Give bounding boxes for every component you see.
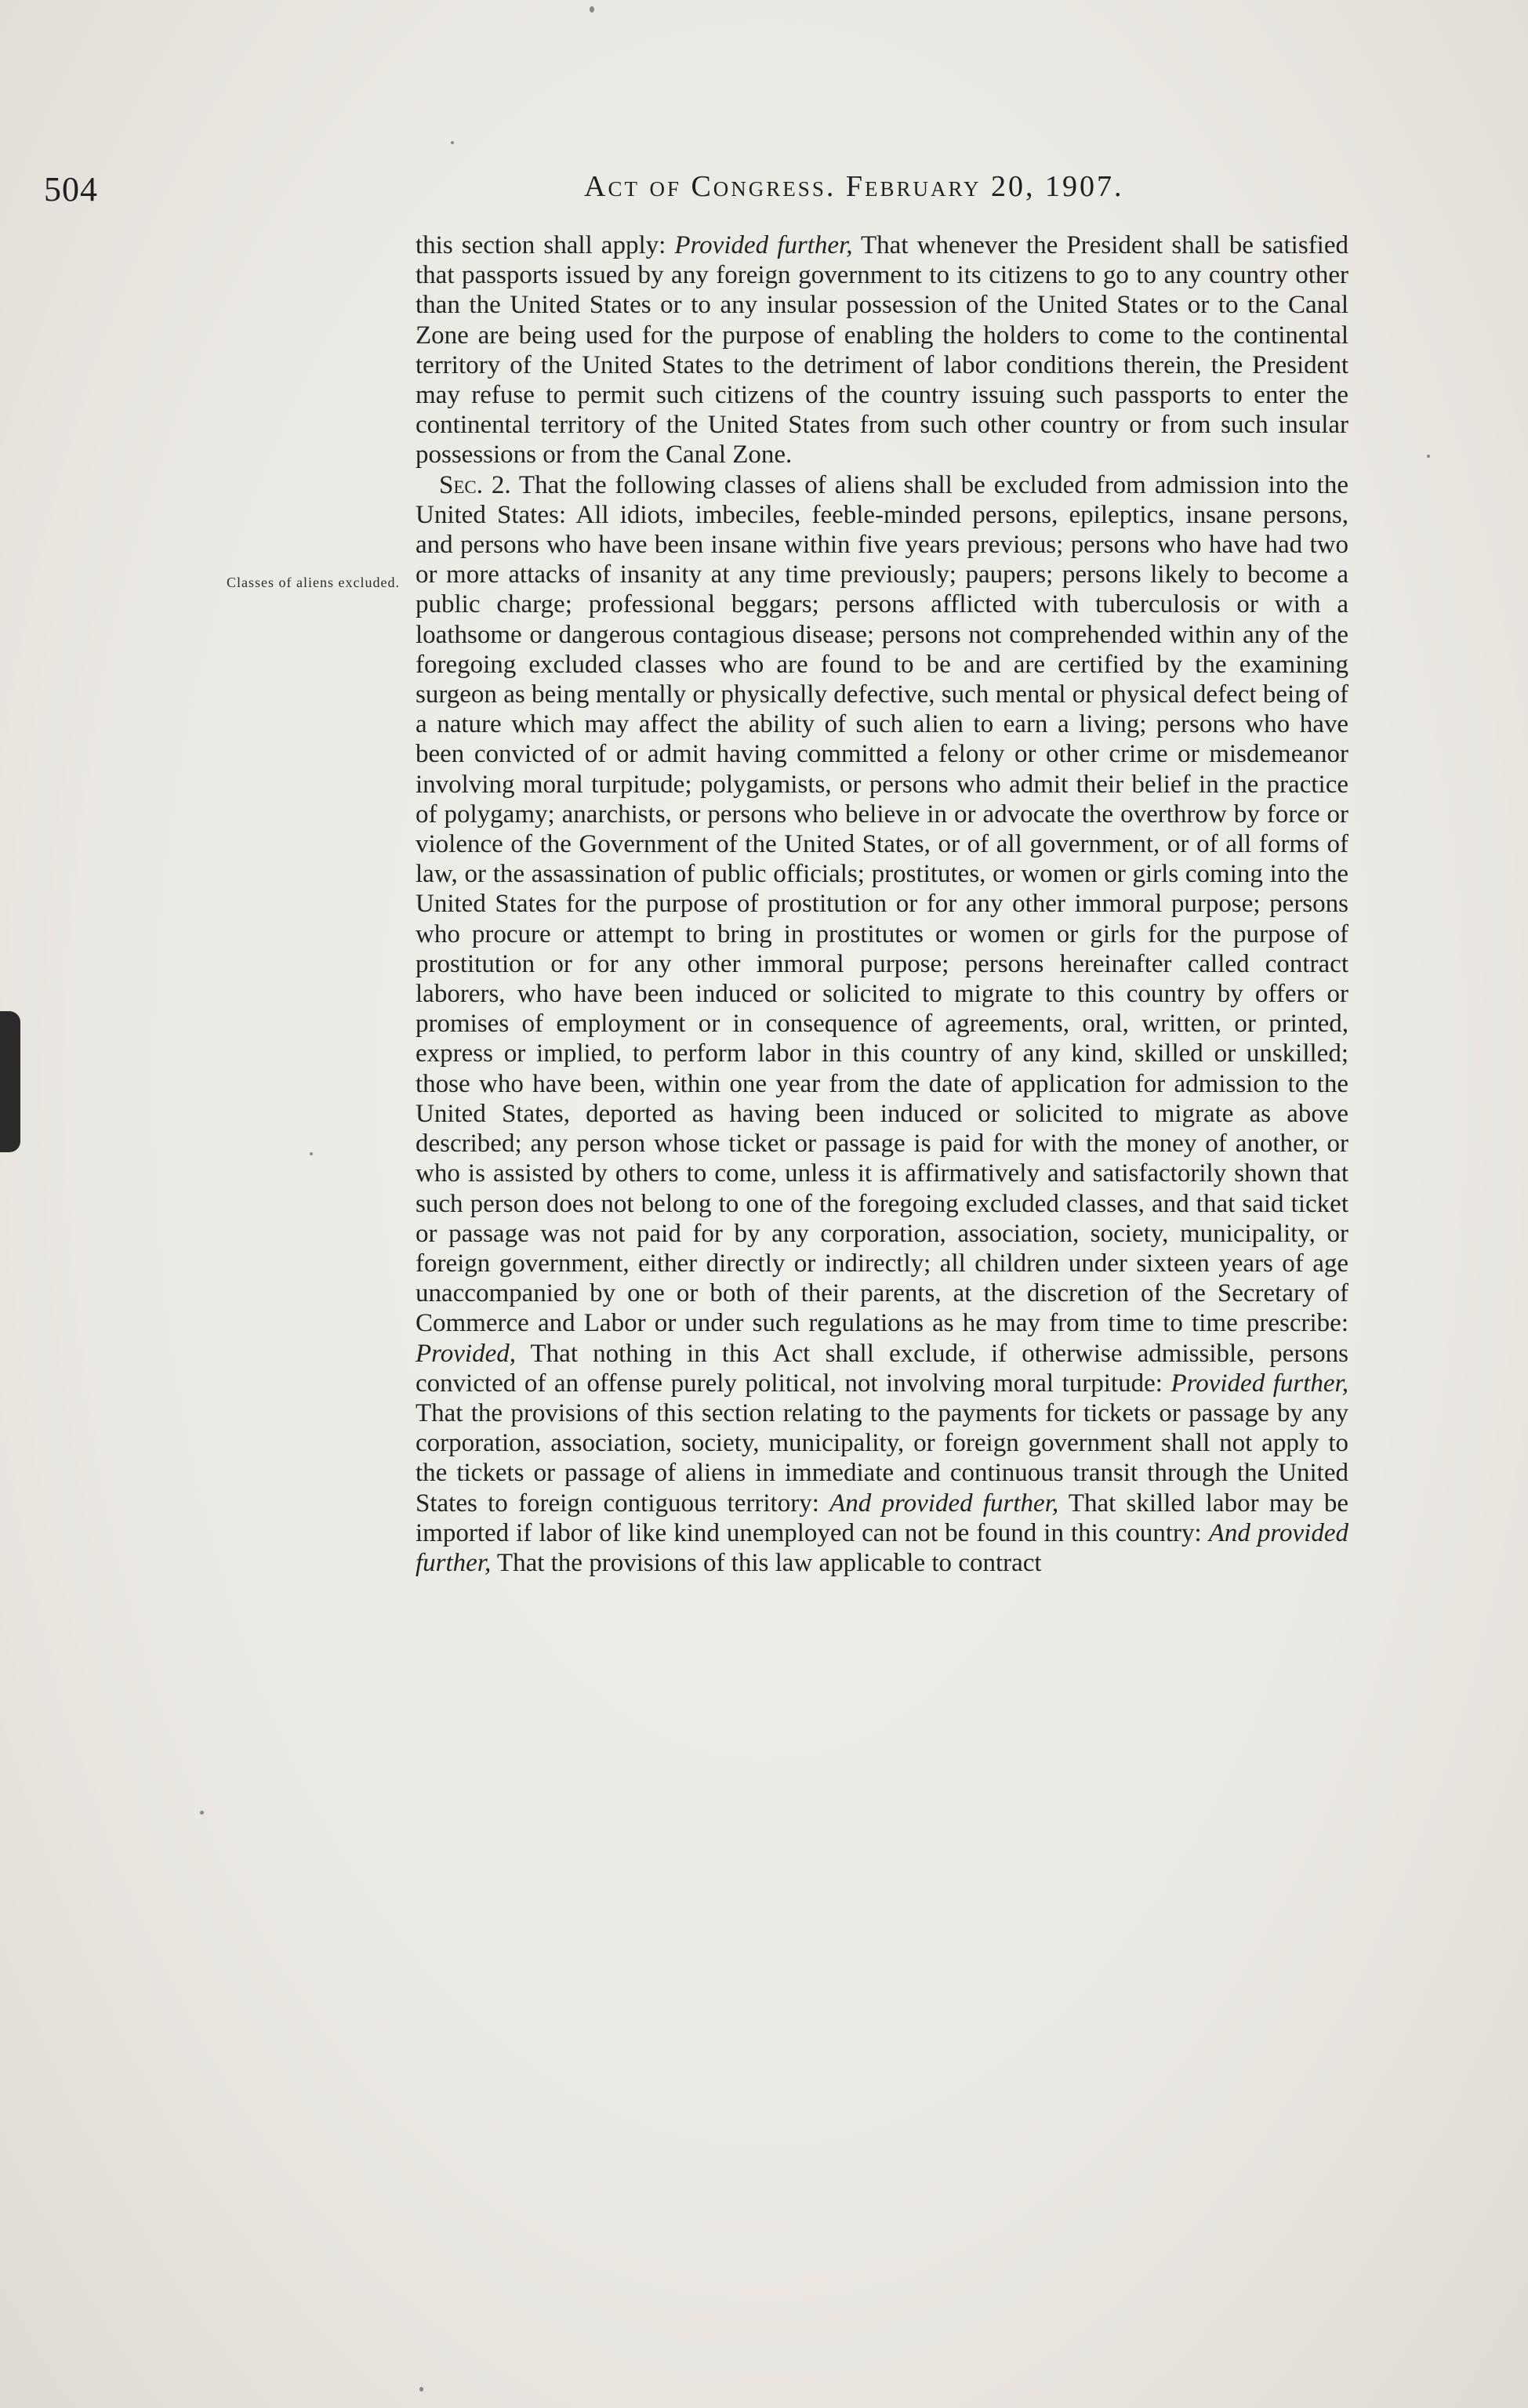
running-head: Act of Congress. February 20, 1907. (584, 170, 1124, 203)
proviso-italic: Provided further, (1170, 1369, 1348, 1398)
page-number: 504 (44, 170, 98, 209)
scan-binding-shadow (0, 1011, 20, 1152)
section-label: Sec. 2. (439, 470, 511, 499)
proviso-italic: Provided, (416, 1339, 516, 1368)
scan-speck (200, 1811, 204, 1815)
text-run: this section shall apply: (416, 231, 675, 259)
scan-speck (419, 2387, 423, 2392)
scan-speck (310, 1152, 313, 1155)
scan-speck (451, 141, 454, 144)
proviso-italic: Provided further, (674, 231, 853, 259)
scan-speck (590, 6, 594, 13)
text-run: That the following classes of aliens shall be excluded from admission into the United States: All idiots, imbeciles, feeble-minded persons, epileptics, insane persons, and persons who have been insane within five years previous; persons who have had two or more attacks of insanity at any time previously; paupers; persons likely to become a public charge; professional beggars; persons afflicted with tuberculosis or with a loathsome or dangerous contagious disease; persons not comprehended within any of the foregoing excluded classes who are found to be and are certified by the examining surgeon as being mentally or physically defective, such mental or physical defect being of a nature which may affect the ability of such alien to earn a living; persons who have been convicted of or admit having committed a felony or other crime or misdemeanor involving moral turpitude; polygamists, or persons who admit their belief in the practice of polygamy; anarchists, or persons who believe in or advocate the overthrow by force or violence of the Government of the United States, or of all government, or of all forms of law, or the assassination of public officials; prostitutes, or women or girls coming into the United States for the purpose of prostitution or for any other immoral purpose; persons who procure or attempt to bring in prostitutes or women or girls for the purpose of prostitution or for any other immoral purpose; persons hereinafter called contract laborers, who have been induced or solicited to migrate to this country by offers or promises of employment or in consequence of agreements, oral, written, or printed, express or implied, to perform labor in this country of any kind, skilled or unskilled; those who have been, within one year from the date of application for admission to the United States, deported as having been induced or solicited to migrate as above described; any person whose ticket or passage is paid for with the money of another, or who is assisted by others to come, unless it is affirmatively and satisfactorily shown that such person does not belong to one of the foregoing excluded classes, and that said ticket or passage was not paid for by any corporation, association, society, municipality, or foreign government, either directly or indirectly; all children under sixteen years of age unaccompanied by one or both of their parents, at the discretion of the Secretary of Commerce and Labor or under such regulations as he may from time to time prescribe: (416, 470, 1348, 1338)
text-run: That whenever the President shall be satisfied that passports issued by any foreign government to its citizens to go to any country other than the United States or to any insular possession of the United States or to the Canal Zone are being used for the purpose of enabling the holders to come to the continental territory of the United States to the detriment of labor conditions therein, the President may refuse to permit such citizens of the country issuing such passports to enter the continental territory of the United States from such other country or from such insular possessions or from the Canal Zone. (416, 231, 1348, 470)
section-2-paragraph (416, 470, 1348, 1579)
text-run: That the provisions of this section relating to the payments for tickets or passage by any corporation, association, society, municipality, or foreign government shall not apply to the tickets or passage of aliens in immediate and continuous transit through the United States to foreign contiguous territory: (416, 1398, 1348, 1518)
paragraph-continuation (416, 230, 1348, 470)
body-text (416, 230, 1348, 1578)
text-run: That skilled labor may be imported if labor of like kind unemployed can not be found in this country: (416, 1489, 1349, 1547)
scan-speck (1427, 455, 1430, 458)
proviso-italic: And provided further, (416, 1518, 1348, 1577)
text-run: That nothing in this Act shall exclude, if otherwise admissible, persons convicted of an offense purely political, not involving moral turpitude: (416, 1339, 1348, 1398)
margin-note: Classes of aliens excluded. (227, 575, 400, 590)
proviso-italic: And provided further, (829, 1489, 1059, 1518)
text-run: That the provisions of this law applicable to contract (491, 1548, 1042, 1577)
